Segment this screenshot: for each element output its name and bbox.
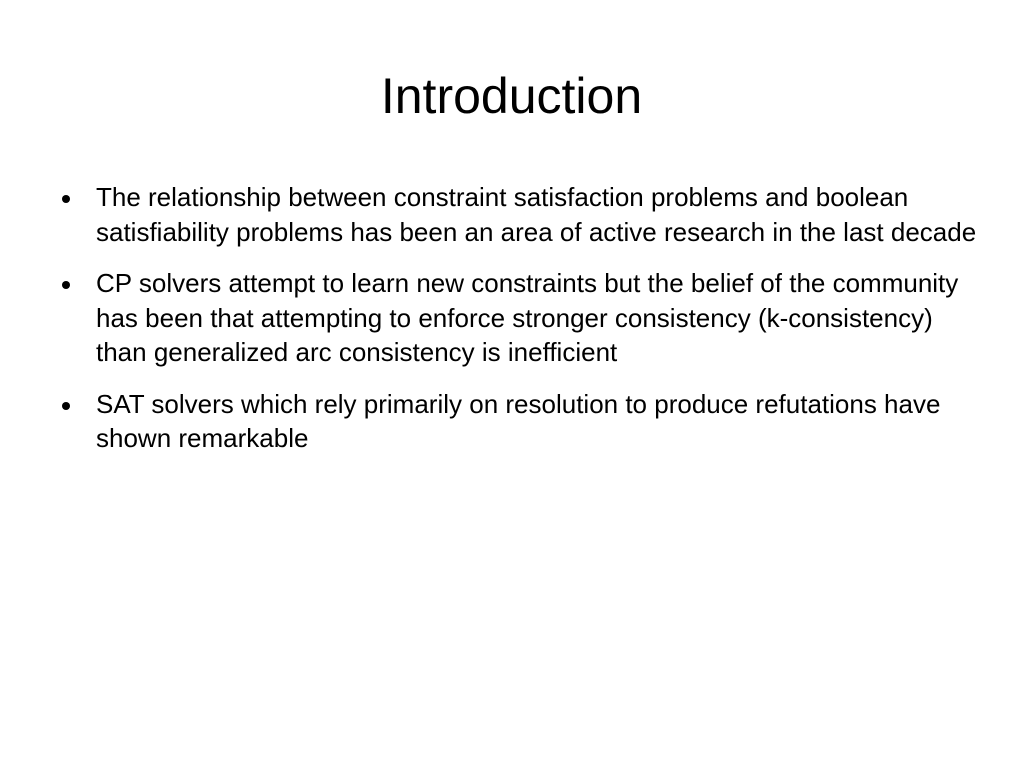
bullet-dot-icon bbox=[62, 281, 70, 289]
bullet-list bbox=[0, 180, 1023, 473]
bullet-text-2: CP solvers attempt to learn new constraints but the belief of the community has been that attempting to enforce stronger consistency (k-consistency) than generalized arc consistency is inefficient bbox=[96, 268, 959, 367]
bullet-text-1: The relationship between constraint satisfaction problems and boolean satisfiability problems has been an area of active research in the last decade bbox=[96, 182, 977, 247]
bullet-item-1 bbox=[0, 180, 1023, 249]
bullet-dot-icon bbox=[62, 402, 70, 410]
bullet-dot-icon bbox=[62, 195, 70, 203]
bullet-item-2 bbox=[0, 266, 1023, 370]
bullet-text-3: SAT solvers which rely primarily on resolution to produce refutations have shown remarkable bbox=[96, 388, 941, 453]
bullet-item-3 bbox=[0, 387, 1023, 456]
slide-title: Introduction bbox=[380, 68, 643, 124]
